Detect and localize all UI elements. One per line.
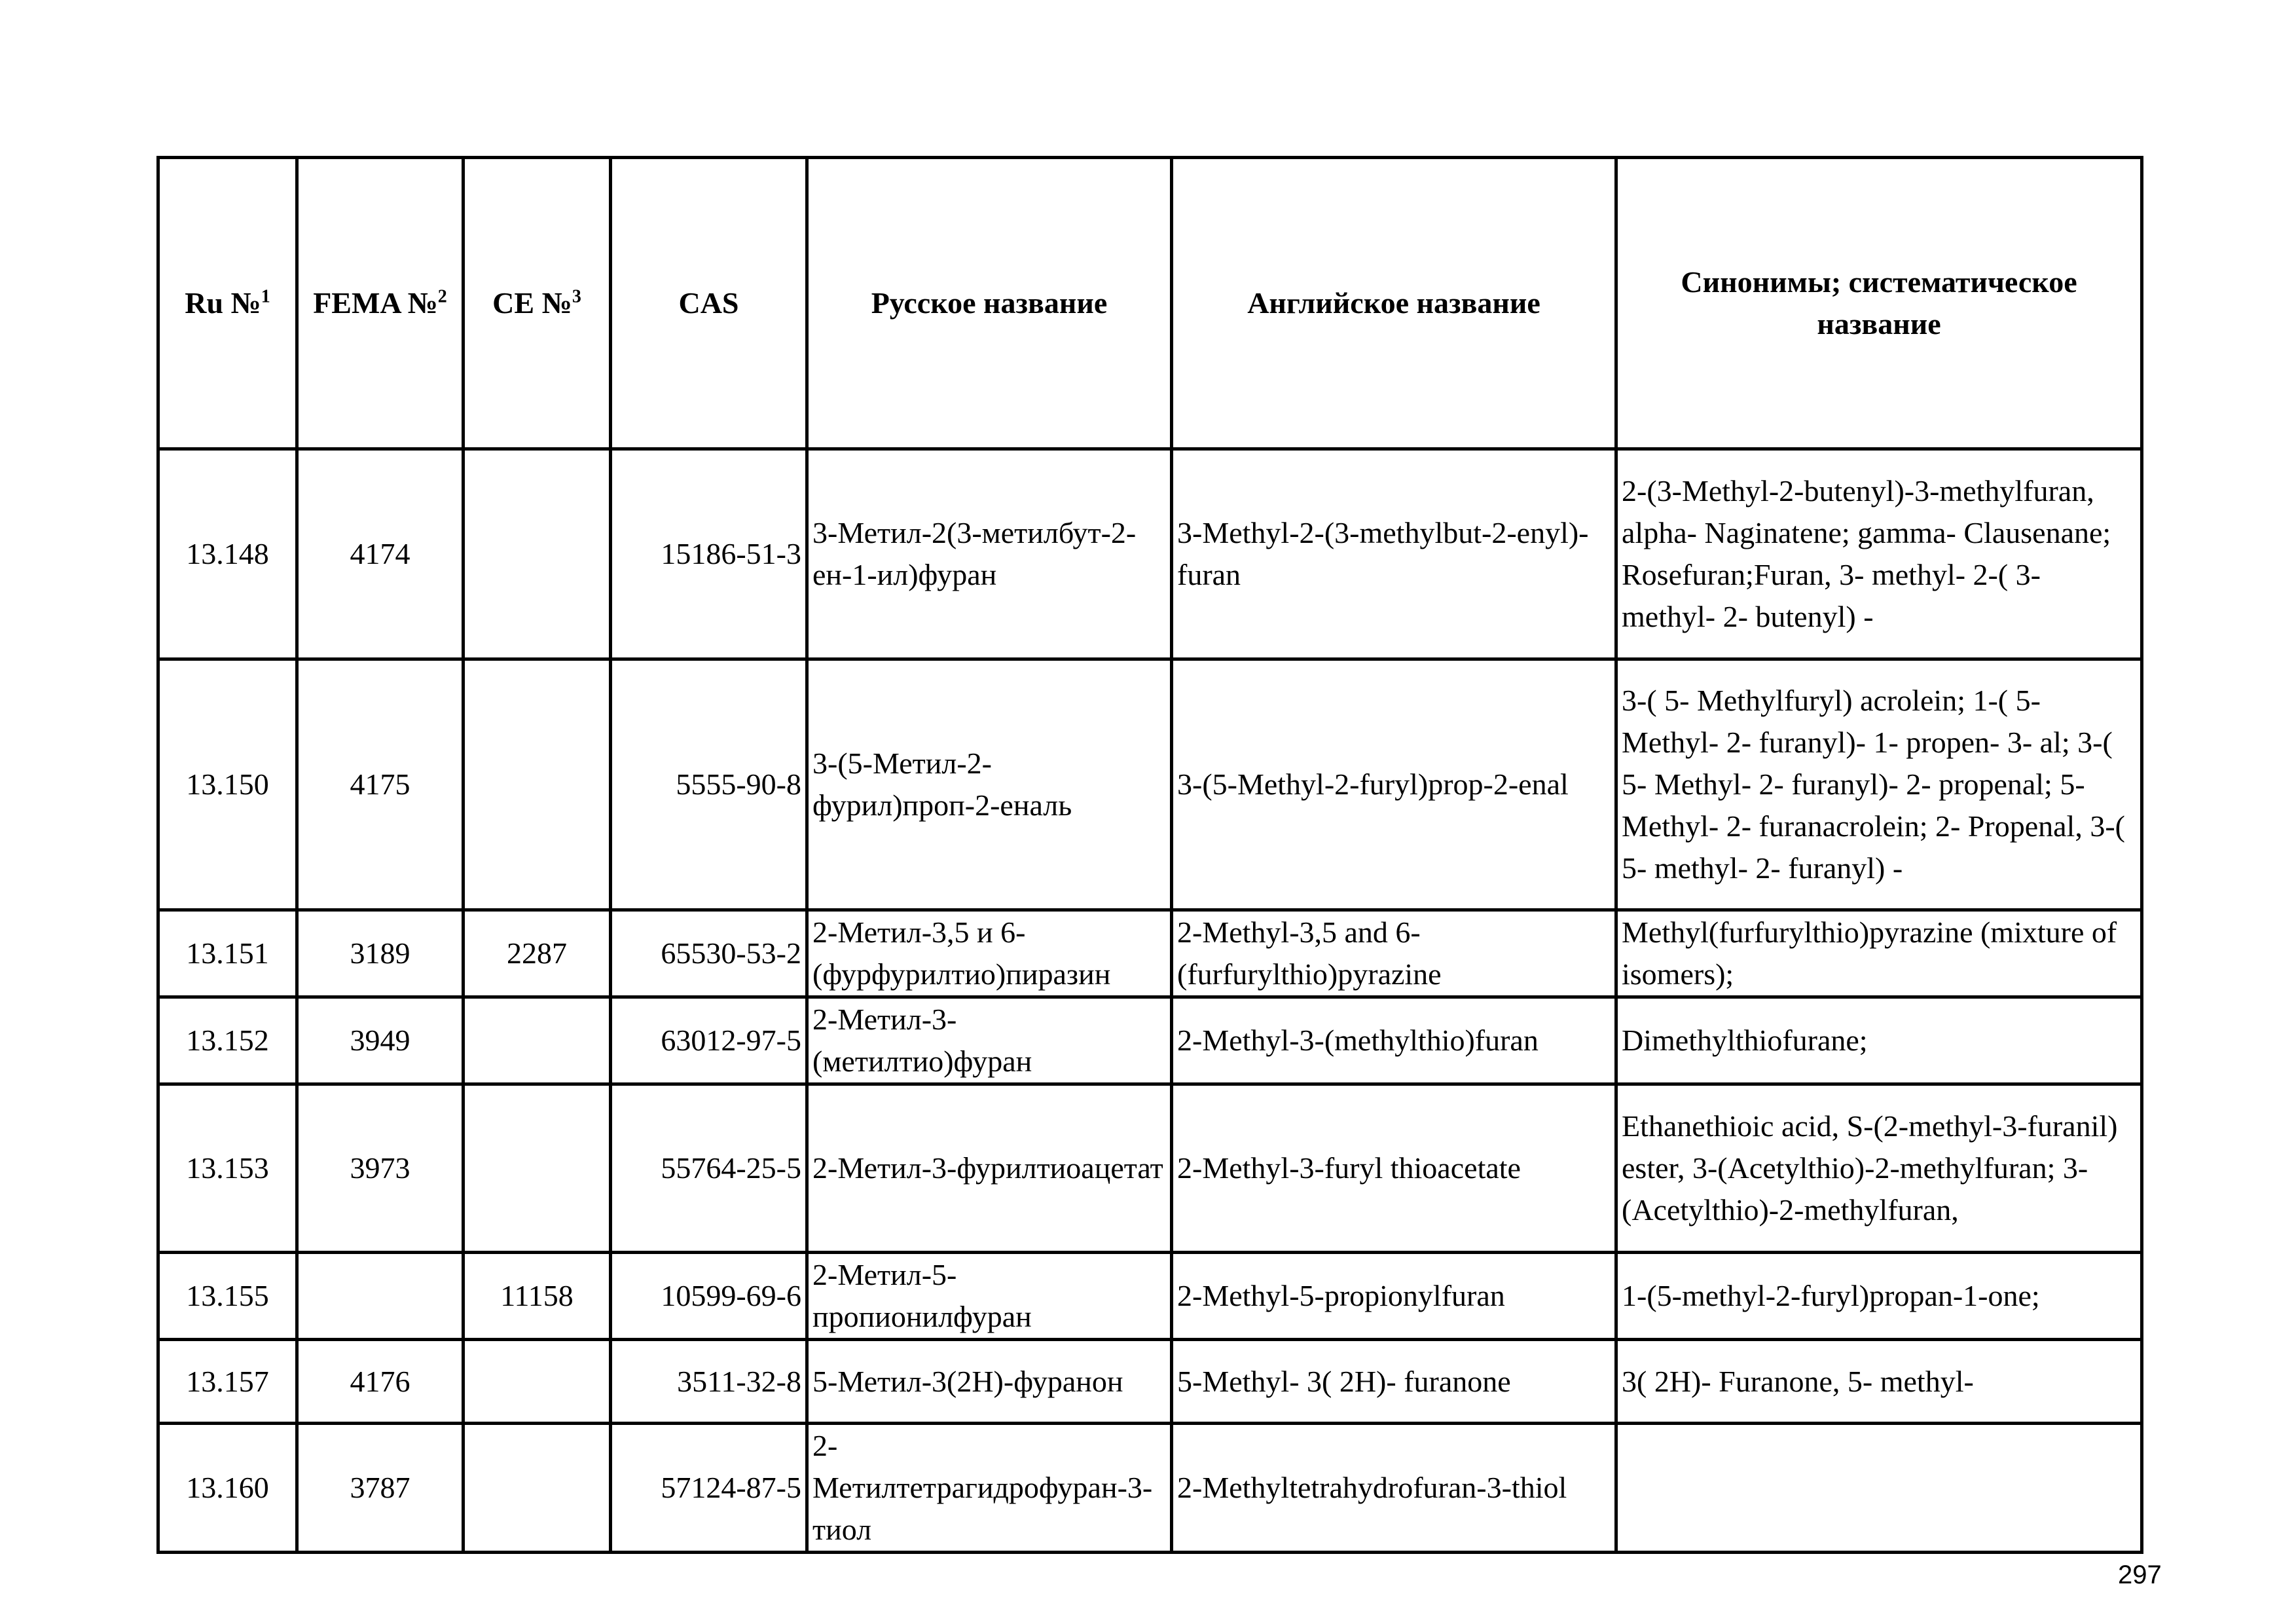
ce-number [464,659,611,910]
ru-number: 13.150 [158,659,297,910]
synonyms: 3( 2H)- Furanone, 5- methyl- [1616,1340,2142,1424]
english-name: 2-Methyl-3-(methylthio)furan [1172,997,1616,1084]
ce-number: 11158 [464,1253,611,1340]
english-name: 2-Methyl-3-furyl thioacetate [1172,1084,1616,1253]
russian-name: 2-Метил-3,5 и 6-(фурфурилтио)пиразин [807,910,1172,997]
fema-number: 4175 [297,659,464,910]
table-row [158,659,2142,910]
table-row [158,1340,2142,1424]
table-row [158,1084,2142,1253]
table-row [158,910,2142,997]
synonyms [1616,1424,2142,1553]
ce-number [464,1340,611,1424]
russian-name: 2-Метил-3-(метилтио)фуран [807,997,1172,1084]
synonyms: 1-(5-methyl-2-furyl)propan-1-one; [1616,1253,2142,1340]
synonyms: Ethanethioic acid, S-(2-methyl-3-furanil) ester, 3-(Acetylthio)-2-methylfuran; 3-(Acetylthio)-2-methylfuran, [1616,1084,2142,1253]
ru-number: 13.152 [158,997,297,1084]
synonyms: Dimethylthiofurane; [1616,997,2142,1084]
ce-number [464,997,611,1084]
english-name: 2-Methyl-3,5 and 6-(furfurylthio)pyrazine [1172,910,1616,997]
cas-number: 15186-51-3 [611,449,807,659]
russian-name: 2-Метилтетрагидрофуран-3-тиол [807,1424,1172,1553]
header-synonyms: Синонимы; систематическое название [1616,158,2142,449]
ru-number: 13.160 [158,1424,297,1553]
header-fema-no: FEMA №$^2$ [297,158,464,449]
fema-number: 3189 [297,910,464,997]
english-name: 3-Methyl-2-(3-methylbut-2-enyl)-furan [1172,449,1616,659]
fema-number: 3949 [297,997,464,1084]
cas-number: 57124-87-5 [611,1424,807,1553]
header-russian-name: Русское название [807,158,1172,449]
table-row [158,449,2142,659]
cas-number: 5555-90-8 [611,659,807,910]
english-name: 3-(5-Methyl-2-furyl)prop-2-enal [1172,659,1616,910]
table-row [158,997,2142,1084]
ce-number [464,449,611,659]
header-ru-no: Ru №$^1$ [158,158,297,449]
header-english-name: Английское название [1172,158,1616,449]
ru-number: 13.151 [158,910,297,997]
ce-number: 2287 [464,910,611,997]
synonyms: 3-( 5- Methylfuryl) acrolein; 1-( 5- Methyl- 2- furanyl)- 1- propen- 3- al; 3-( 5- Methyl- 2- furanyl)- 2- propenal; 5- Methyl- 2- furanacrolein; 2- Propenal, 3-( 5- methyl- 2- furanyl) - [1616,659,2142,910]
fema-number: 3787 [297,1424,464,1553]
cas-number: 55764-25-5 [611,1084,807,1253]
fema-number: 4176 [297,1340,464,1424]
cas-number: 63012-97-5 [611,997,807,1084]
english-name: 2-Methyltetrahydrofuran-3-thiol [1172,1424,1616,1553]
russian-name: 5-Метил-3(2H)-фуранон [807,1340,1172,1424]
cas-number: 3511-32-8 [611,1340,807,1424]
synonyms: Methyl(furfurylthio)pyrazine (mixture of isomers); [1616,910,2142,997]
english-name: 2-Methyl-5-propionylfuran [1172,1253,1616,1340]
header-ce-no: CE №$^3$ [464,158,611,449]
ru-number: 13.157 [158,1340,297,1424]
ce-number [464,1084,611,1253]
page-number: 297 [2118,1560,2162,1589]
ru-number: 13.155 [158,1253,297,1340]
russian-name: 2-Метил-3-фурилтиоацетат [807,1084,1172,1253]
ce-number [464,1424,611,1553]
ru-number: 13.153 [158,1084,297,1253]
cas-number: 10599-69-6 [611,1253,807,1340]
table-row [158,1424,2142,1553]
header-row [158,158,2142,449]
table-row [158,1253,2142,1340]
synonyms: 2-(3-Methyl-2-butenyl)-3-methylfuran, alpha- Naginatene; gamma- Clausenane; Rosefuran;Furan, 3- methyl- 2-( 3- methyl- 2- butenyl) - [1616,449,2142,659]
russian-name: 3-Метил-2(3-метилбут-2-ен-1-ил)фуран [807,449,1172,659]
russian-name: 3-(5-Метил-2-фурил)проп-2-еналь [807,659,1172,910]
header-cas: CAS [611,158,807,449]
english-name: 5-Methyl- 3( 2H)- furanone [1172,1340,1616,1424]
substances-table [156,156,2143,1554]
fema-number: 3973 [297,1084,464,1253]
fema-number: 4174 [297,449,464,659]
ru-number: 13.148 [158,449,297,659]
russian-name: 2-Метил-5-пропионилфуран [807,1253,1172,1340]
fema-number [297,1253,464,1340]
cas-number: 65530-53-2 [611,910,807,997]
